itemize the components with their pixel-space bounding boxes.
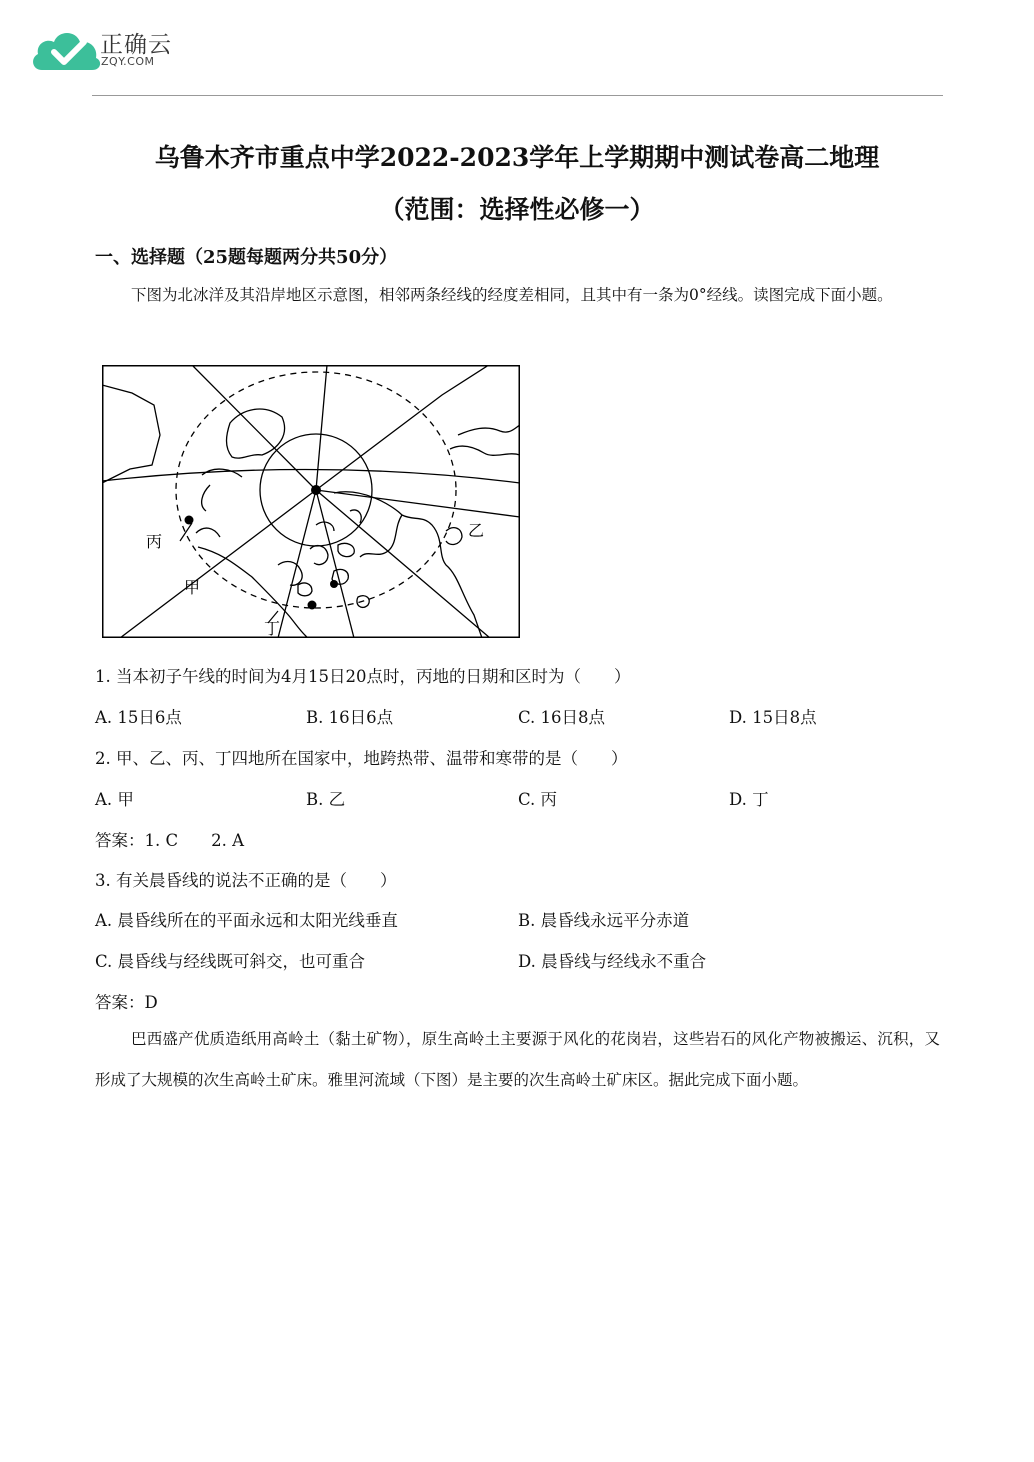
map-label-yi: 乙	[468, 521, 485, 540]
question-3-stem: 3. 有关晨昏线的说法不正确的是（ ）	[95, 871, 397, 890]
question-2-stem: 2. 甲、乙、丙、丁四地所在国家中，地跨热带、温带和寒带的是（ ）	[95, 749, 628, 768]
point-ding	[308, 601, 317, 610]
intro-paragraph-2: 巴西盛产优质造纸用高岭土（黏土矿物），原生高岭土主要源于风化的花岗岩，这些岩石的风化产物被搬运、沉积，又形成了大规模的次生高岭土矿床。雅里河流域（下图）是主要的次生高岭土矿床区。据此完成下面小题。	[95, 1030, 940, 1089]
cloud-check-icon	[33, 33, 100, 70]
answer-q3: 答案：D	[95, 993, 158, 1012]
page-subtitle: （范围：选择性必修一）	[379, 195, 655, 224]
q1-option-b: B. 16日6点	[306, 708, 394, 727]
q2-option-c: C. 丙	[518, 790, 558, 809]
q2-option-b: B. 乙	[306, 790, 346, 809]
brand-domain: ZQY.COM	[101, 55, 155, 68]
map-label-ding: 丁	[264, 619, 281, 638]
q1-option-a: A. 15日6点	[95, 708, 182, 727]
q3-option-a: A. 晨昏线所在的平面永远和太阳光线垂直	[95, 911, 398, 930]
q1-option-d: D. 15日8点	[729, 708, 817, 727]
intro-paragraph-1: 下图为北冰洋及其沿岸地区示意图，相邻两条经线的经度差相同，且其中有一条为0°经线。读图完成下面小题。	[131, 286, 893, 304]
answer-q1-q2: 答案：1. C 2. A	[95, 831, 245, 850]
q3-option-c: C. 晨昏线与经线既可斜交，也可重合	[95, 952, 366, 971]
q2-option-a: A. 甲	[95, 790, 134, 809]
brand-name: 正确云	[100, 32, 172, 58]
q2-option-d: D. 丁	[729, 790, 769, 809]
q3-option-d: D. 晨昏线与经线永不重合	[518, 952, 707, 971]
map-label-bing: 丙	[146, 532, 163, 551]
page-title: 乌鲁木齐市重点中学2022-2023学年上学期期中测试卷高二地理	[154, 143, 880, 172]
header-divider	[92, 95, 943, 96]
north-pole-point	[311, 485, 321, 495]
point-jia-east	[330, 580, 338, 588]
question-1-stem: 1. 当本初子午线的时间为4月15日20点时，丙地的日期和区时为（ ）	[95, 667, 631, 686]
section-heading: 一、选择题（25题每题两分共50分）	[95, 247, 398, 268]
arctic-map-figure	[102, 365, 520, 638]
q3-option-b: B. 晨昏线永远平分赤道	[518, 911, 690, 930]
map-label-jia: 甲	[184, 578, 201, 597]
q1-option-c: C. 16日8点	[518, 708, 606, 727]
